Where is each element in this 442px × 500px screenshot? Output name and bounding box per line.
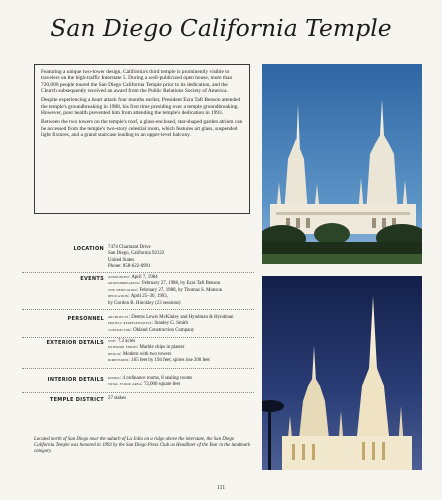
event-row: site dedication: February 27, 1988, by Thomas S. Monson <box>108 287 223 293</box>
temple-photo-dusk <box>262 276 422 470</box>
intro-paragraph-2: Despite experiencing a heart attack four months earlier, President Ezra Taft Benson attended the temple's groundbreaking in 1988, his first time presiding over a temple groundbreaking. However, poor health prevented him from attending the temple's dedication in 1993. <box>41 97 241 117</box>
address-phone: Phone: 858-622-0991 <box>108 264 151 270</box>
divider <box>22 368 254 369</box>
event-row: dedication: April 25–30, 1993, <box>108 294 168 300</box>
intro-box <box>34 64 250 214</box>
district-label: TEMPLE DISTRICT <box>49 397 104 403</box>
address-street: 7474 Charmant Drive <box>108 245 151 250</box>
photo-caption: Located north of San Diego near the suburb of La Jolla on a ridge above the interstate, the San Diego California Temple was honored in 1993 by the San Diego Press Club as Headliner of the Year in the landmark category. <box>34 437 251 455</box>
intro-paragraph-3: Between the two towers on the temple's roof, a glass-enclosed, star-shaped garden atrium can be accessed from the temple's two-story celestial room, which features art glass, suspended light fixtures, and a grand staircase leading to an upper-level balcony. <box>41 119 243 139</box>
interior-row: rooms: 4 ordinance rooms, 8 sealing rooms <box>108 376 193 381</box>
personnel-row: contractor: Okland Construction Company <box>108 327 195 333</box>
event-row: groundbreaking: February 27, 1988, by Ezra Taft Benson <box>108 281 221 287</box>
temple-photo-day <box>262 64 422 264</box>
personnel-row: project representative: Stanley G. Smith <box>108 321 188 327</box>
divider <box>22 309 254 310</box>
divider <box>22 392 254 393</box>
page-title: San Diego California Temple <box>50 14 392 42</box>
exterior-row: design: Modern with two towers <box>108 351 172 357</box>
address-country: United States <box>108 257 135 263</box>
exterior-list <box>108 339 253 365</box>
personnel-row: architects: Deems Lewis McKinley and Hyndman & Hyndman <box>108 315 234 320</box>
location-label: LOCATION <box>73 246 104 252</box>
page-number: 111 <box>216 485 226 491</box>
divider <box>22 337 254 338</box>
event-row: announced: April 7, 1984 <box>108 275 158 280</box>
exterior-row: site: 7.2 acres <box>108 339 136 344</box>
exterior-row: exterior finish: Marble chips in plaster <box>108 345 185 351</box>
interior-list <box>108 376 253 389</box>
address-city: San Diego, California 92122 <box>108 251 165 257</box>
event-row: by Gordon B. Hinckley (23 sessions) <box>108 300 181 306</box>
district-value: 27 stakes <box>108 396 127 401</box>
exterior-label: EXTERIOR DETAILS <box>46 340 104 346</box>
events-list <box>108 275 253 307</box>
events-label: EVENTS <box>80 276 104 282</box>
divider <box>22 272 254 273</box>
personnel-list <box>108 315 253 334</box>
personnel-label: PERSONNEL <box>67 316 104 322</box>
interior-row: total floor area: 72,000 square feet <box>108 382 180 388</box>
location-address <box>108 245 253 271</box>
exterior-row: dimensions: 165 feet by 194 feet; spires rise 200 feet <box>108 358 210 364</box>
interior-label: INTERIOR DETAILS <box>47 377 104 383</box>
intro-paragraph-1: Featuring a unique two-tower design, California's third temple is prominently visible to travelers on the high-traffic Interstate 5. During a well-publicized open house, more than 720,000 people toured the San Diego California Temple prior to its dedication, and the Church subsequently received an award from the Public Relations Society of America. <box>41 69 233 95</box>
